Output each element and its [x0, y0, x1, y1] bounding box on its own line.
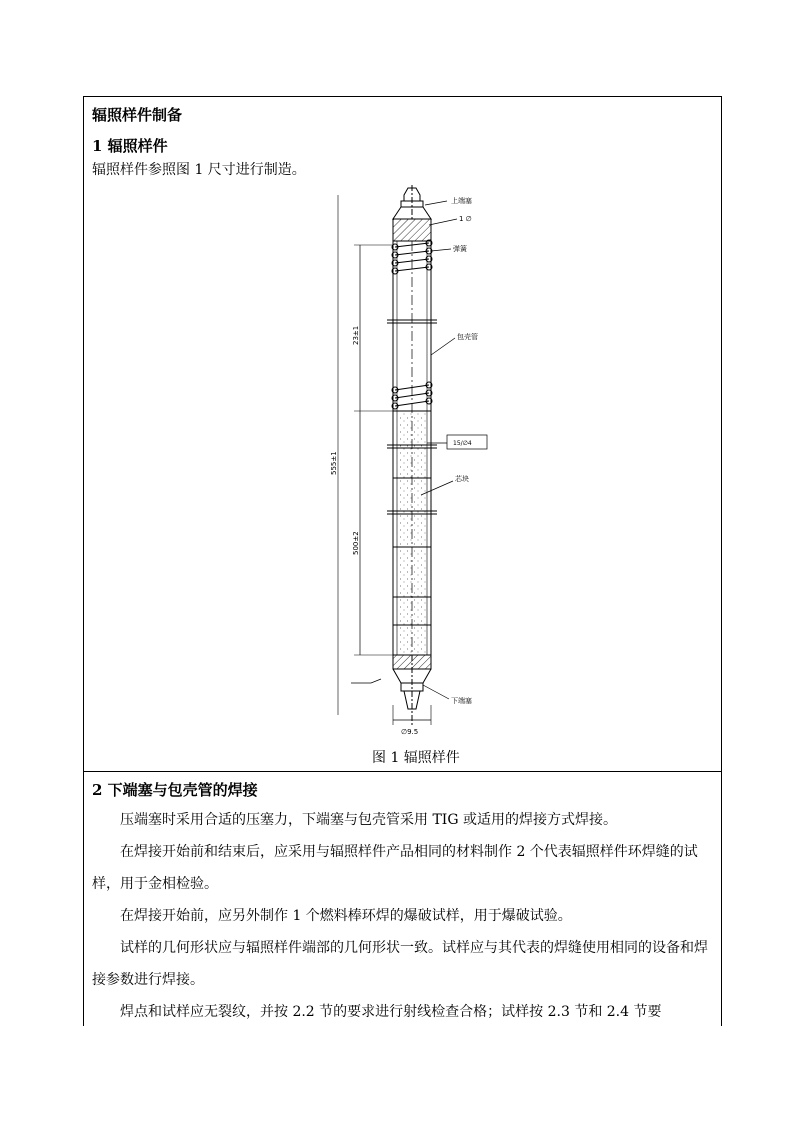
label-dim-upper: 23±1: [352, 325, 360, 345]
label-spring: 弹簧: [453, 245, 467, 253]
section-1-box: [83, 96, 722, 772]
paragraph: 在焊接开始前，应另外制作 1 个燃料棒环焊的爆破试样，用于爆破试验。: [120, 908, 572, 924]
irradiation-sample-drawing: [329, 185, 529, 755]
section-2-box: [83, 771, 722, 1026]
paragraph: 压端塞时采用合适的压塞力，下端塞与包壳管采用 TIG 或适用的焊接方式焊接。: [120, 812, 617, 828]
label-weld-mark: 1 ∅: [459, 215, 472, 223]
label-dim-lower: 500±2: [352, 531, 360, 555]
label-pellet: 芯块: [455, 475, 469, 483]
label-spec-box: 15/∅4: [453, 440, 472, 447]
intro-text: 辐照样件参照图 1 尺寸进行制造。: [92, 162, 306, 178]
paragraph: 焊点和试样应无裂纹，并按 2.2 节的要求进行射线检查合格；试样按 2.3 节和 2.4 节要: [120, 1004, 662, 1020]
label-top-plug: 上端塞: [451, 197, 472, 205]
label-dim-total: 555±1: [330, 451, 338, 475]
label-bottom-plug: 下端塞: [451, 697, 472, 705]
subsection-title: 1 辐照样件: [92, 137, 168, 155]
label-cladding: 包壳管: [457, 333, 478, 341]
figure-caption: 图 1 辐照样件: [372, 750, 460, 766]
paragraph: 在焊接开始前和结束后，应采用与辐照样件产品相同的材料制作 2 个代表辐照样件环焊缝的试样，用于金相检验。: [92, 844, 698, 892]
label-diameter: ∅9.5: [401, 728, 419, 736]
section-title: 2 下端塞与包壳管的焊接: [92, 781, 258, 799]
section-title: 辐照样件制备: [92, 106, 183, 124]
paragraph: 试样的几何形状应与辐照样件端部的几何形状一致。试样应与其代表的焊缝使用相同的设备和焊接参数进行焊接。: [92, 940, 708, 988]
